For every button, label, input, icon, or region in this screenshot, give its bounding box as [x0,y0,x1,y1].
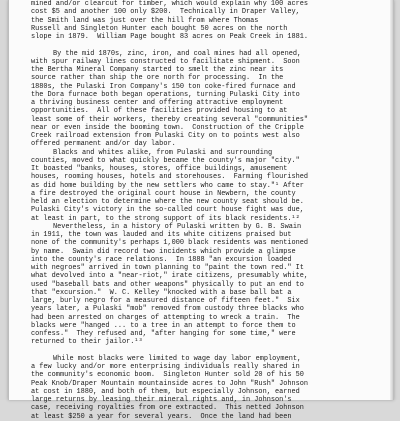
text-line: source rather than ship the ore north for processing. In the [31,74,284,83]
text-line: large returns by leasing their mineral rights and, in Johnson's [31,396,292,404]
page-edge-shadow [390,0,393,400]
text-line: into the county's race relations. In 1888 "an excursion loaded [31,255,292,264]
text-line: blacks were "hanged ... to a tree in an attempt to force them to [31,321,296,330]
text-line: It boasted "banks, houses, stores, office buildings, amusement [31,165,288,173]
text-line: confess." They refused and, "after hanging for some time," were [31,330,296,338]
text-line: a fire destroyed the original court house in Newbern, the county [31,189,296,198]
text-line: slope in 1879. William Page bought 83 acres on Peak Creek in 1881. [31,33,309,41]
text-line: Blacks and whites alike, from Pulaski and surrounding [53,148,273,157]
scanned-page [8,0,394,421]
text-line: the Smith land was just over the hill from where Thomas [31,16,259,25]
text-line: at least in part, to the strong support of its black residents.¹² [31,214,300,223]
text-line: cost $5 and another 100 only $200. Technically in Draper Valley, [31,8,300,17]
text-line: counties, moved to what quickly became the county's major "city." [31,156,300,165]
text-line: used "baseball bats and other weapons" physically to put an end to [31,280,304,289]
text-line: Russell and Singleton Hunter each bought 50 acres on the north [31,24,288,33]
text-line: held an election to determine where the new county seat should be. [31,198,304,206]
text-line: a thriving business center and offering attractive employment [31,99,284,107]
text-line: Peak Knob/Draper Mountain mountainside acres to John "Rush" Johnson [31,379,309,388]
text-line: near or even inside the booming town. Construction of the Cripple [31,123,304,132]
text-line: offered permanent and/or day labor. [31,140,176,149]
text-line: years later, a Pulaski "mob" removed from custody three blacks who [31,305,304,314]
text-line: Nevertheless, in a history of Pulaski written by G. B. Swain [53,222,302,231]
text-line: the community's economic boom. Singleton Hunter sold 20 of his 50 [31,371,304,380]
text-line: Creek railroad extension from Pulaski City on to points west also [31,132,300,140]
text-line: with negroes" arrived in town planning to "paint the town red." It [31,264,304,272]
text-line: by name. Swain did record two incidents which provide a glimpse [31,247,296,256]
text-line: at cost in 1880, and both of them, but especially Johnson, earned [31,387,300,396]
text-line: that "excursion." W. C. Kelley "knocked with a base ball bat a [31,288,292,297]
text-line: had been arrested on charges of attempting to wreck a train. The [31,313,300,322]
text-line: what devolved into a "near-riot," irate citizens, presumably white, [31,272,309,281]
text-line: least some of their workers, thereby creating several "communities" [31,115,309,124]
text-line: case, receiving royalties from ore extracted. This netted Johnson [31,404,304,413]
text-line: none of the community's perhaps 1,000 black residents was mentioned [31,239,309,248]
text-line: at least $250 a year for several years. Once the land had been [31,412,292,421]
text-line: 1880s, the Pulaski Iron Company's 150 ton coke-fired furnace and [31,82,296,91]
text-line: By the mid 1870s, zinc, iron, and coal mines had all opened, [53,49,302,58]
text-line: large, burly negro for a measured distance of fifteen feet." Six [31,297,300,305]
text-line: While most blacks were limited to wage day labor employment, [53,354,302,363]
text-line: the Dora furnace both began operations, turning Pulaski City into [31,90,300,99]
text-line: a few lucky and/or more enterprising individuals really shared in [31,363,300,371]
paragraph-gap [31,41,381,49]
text-line: opportunities. All of these facilities provided housing to at [31,107,288,116]
text-line: returned to their jailor.¹³ [31,338,143,347]
text-line: Pulaski City's victory in the so-called court house fight was due, [31,206,304,215]
text-line: the Bertha Mineral Company started to smelt the zinc near its [31,66,284,74]
paragraph-gap [31,347,381,355]
text-line: with spur railway lines constructed to facilitate shipment. Soon [31,57,300,66]
text-line: houses, rooming houses, hotels and storehouses. Farming flourished [31,173,309,182]
text-line: as did home building by the new settlers who came to stay."¹ After [31,181,304,190]
text-line: mined and/or clearcut for timber, which would explain why 100 acres [31,0,309,8]
document-body [31,0,381,421]
text-line: in 1911, the town was lauded and its white citizens praised but [31,231,292,239]
